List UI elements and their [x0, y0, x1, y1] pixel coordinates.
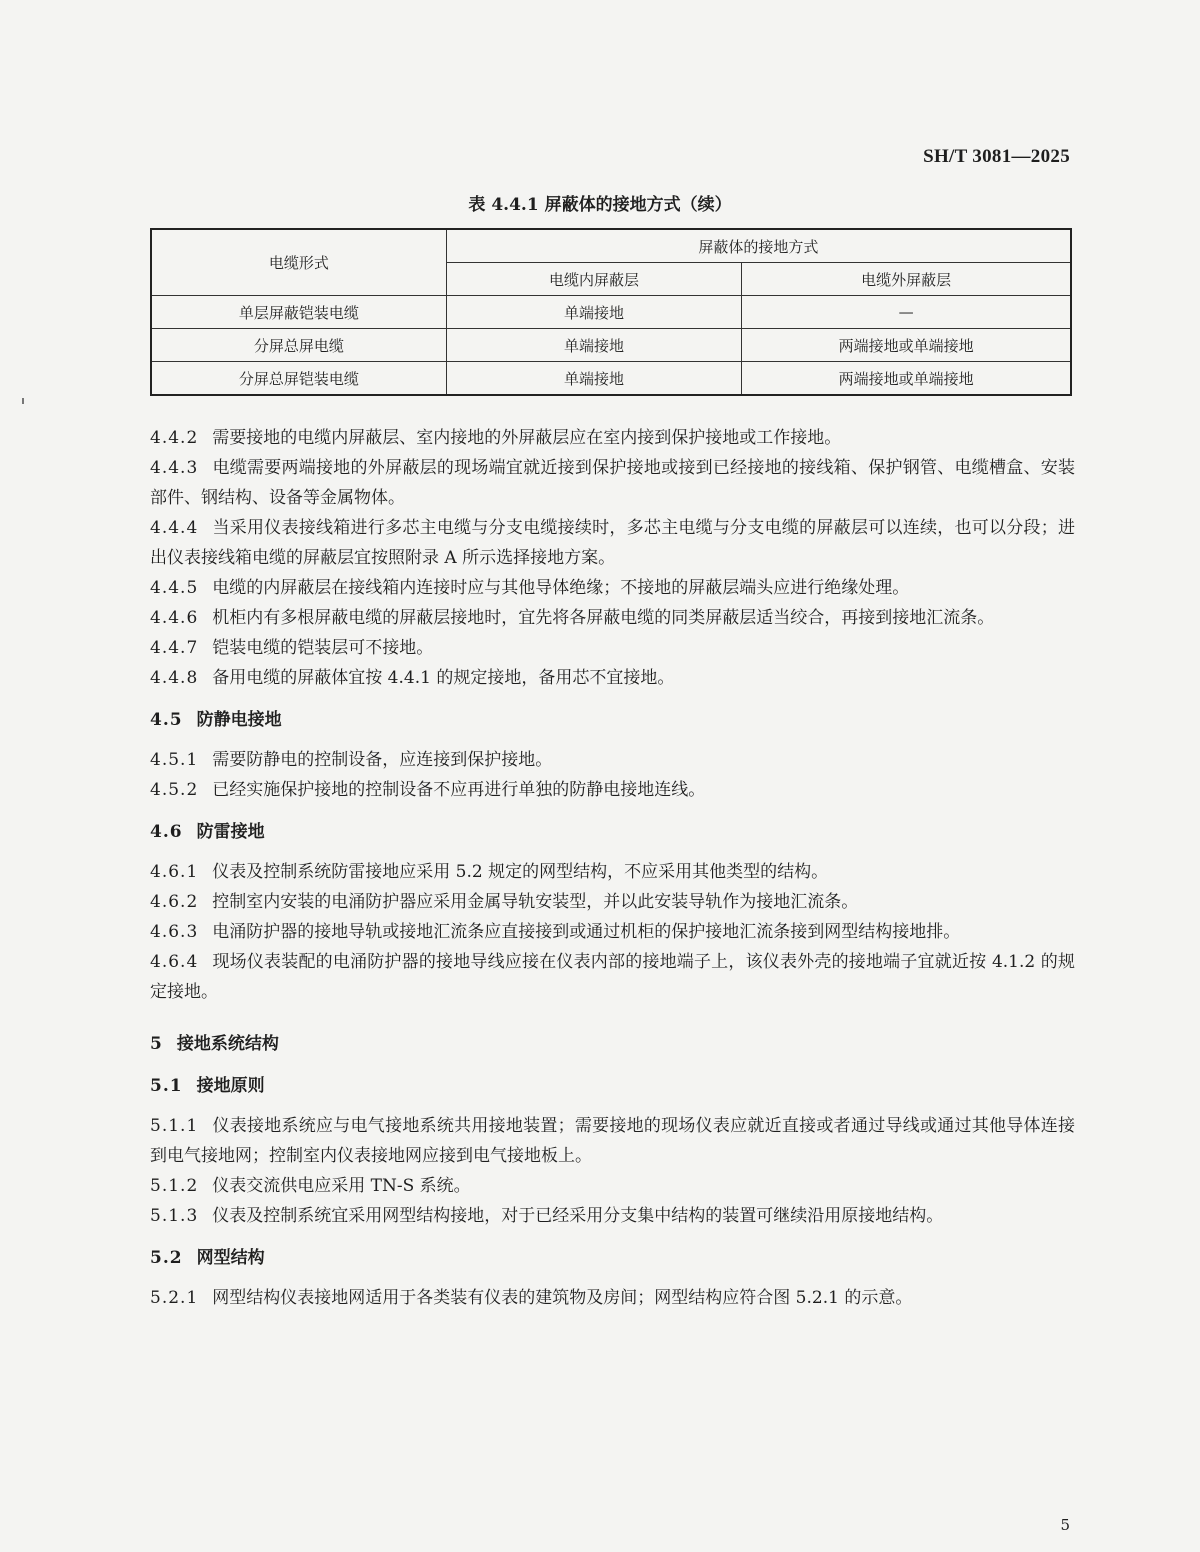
clause-number: 4.4.2: [150, 428, 199, 448]
clause-text: 网型结构仪表接地网适用于各类装有仪表的建筑物及房间；网型结构应符合图 5.2.1 的示意。: [212, 1288, 913, 1308]
clause-4-4-6: [150, 603, 1075, 633]
clause-4-6-1: [150, 857, 1075, 887]
section-title: 防雷接地: [196, 822, 265, 842]
section-title: 接地系统结构: [176, 1034, 279, 1054]
clause-4-6-3: [150, 917, 1075, 947]
cell-outer: 两端接地或单端接地: [742, 362, 1071, 396]
clause-text: 当采用仪表接线箱进行多芯主电缆与分支电缆接续时，多芯主电缆与分支电缆的屏蔽层可以连续，也可以分段；进出仪表接线箱电缆的屏蔽层宜按照附录 A 所示选择接地方案。: [150, 518, 1075, 568]
clause-4-4-4: [150, 513, 1075, 573]
scan-margin-mark: [22, 398, 24, 404]
cell-cable-type: 分屏总屏电缆: [151, 329, 446, 362]
grounding-table: [150, 228, 1072, 396]
section-number: 4.6: [150, 822, 183, 842]
header-cable-type: 电缆形式: [151, 229, 446, 296]
section-number: 5: [150, 1034, 163, 1054]
document-body: [150, 423, 1075, 1313]
clause-5-2-1: [150, 1283, 1075, 1313]
clause-number: 4.5.2: [150, 780, 199, 800]
clause-4-6-4: [150, 947, 1075, 1007]
clause-text: 仪表及控制系统防雷接地应采用 5.2 规定的网型结构，不应采用其他类型的结构。: [212, 862, 829, 882]
clause-4-5-1: [150, 745, 1075, 775]
cell-outer: —: [742, 296, 1071, 329]
clause-4-4-3: [150, 453, 1075, 513]
clause-number: 4.6.3: [150, 922, 199, 942]
chapter-heading-5: [150, 1029, 1075, 1059]
clause-text: 已经实施保护接地的控制设备不应再进行单独的防静电接地连线。: [212, 780, 706, 800]
clause-4-5-2: [150, 775, 1075, 805]
clause-text: 铠装电缆的铠装层可不接地。: [212, 638, 434, 658]
clause-4-4-7: [150, 633, 1075, 663]
clause-text: 电缆需要两端接地的外屏蔽层的现场端宜就近接到保护接地或接到已经接地的接线箱、保护钢管、电缆槽盒、安装部件、钢结构、设备等金属物体。: [150, 458, 1075, 508]
header-outer-shield: 电缆外屏蔽层: [742, 263, 1071, 296]
clause-number: 5.2.1: [150, 1288, 199, 1308]
section-title: 防静电接地: [196, 710, 282, 730]
clause-number: 4.6.4: [150, 952, 199, 972]
section-number: 5.2: [150, 1248, 183, 1268]
header-grounding-method: 屏蔽体的接地方式: [446, 229, 1071, 263]
cell-cable-type: 分屏总屏铠装电缆: [151, 362, 446, 396]
section-number: 5.1: [150, 1076, 183, 1096]
table-caption: 表 4.4.1 屏蔽体的接地方式（续）: [468, 195, 732, 215]
clause-number: 4.4.5: [150, 578, 199, 598]
clause-number: 4.4.3: [150, 458, 199, 478]
cell-inner: 单端接地: [446, 362, 741, 396]
cell-inner: 单端接地: [446, 329, 741, 362]
clause-number: 4.6.1: [150, 862, 199, 882]
clause-number: 4.5.1: [150, 750, 199, 770]
clause-text: 电涌防护器的接地导轨或接地汇流条应直接接到或通过机柜的保护接地汇流条接到网型结构接地排。: [212, 922, 961, 942]
clause-4-6-2: [150, 887, 1075, 917]
clause-number: 4.4.6: [150, 608, 199, 628]
cell-inner: 单端接地: [446, 296, 741, 329]
table-row: [151, 362, 1071, 396]
clause-text: 备用电缆的屏蔽体宜按 4.4.1 的规定接地，备用芯不宜接地。: [212, 668, 675, 688]
clause-5-1-1: [150, 1111, 1075, 1171]
section-heading-5-1: [150, 1071, 1075, 1101]
clause-4-4-8: [150, 663, 1075, 693]
clause-5-1-3: [150, 1201, 1075, 1231]
clause-text: 需要防静电的控制设备，应连接到保护接地。: [212, 750, 553, 770]
section-title: 网型结构: [196, 1248, 265, 1268]
table-row: [151, 329, 1071, 362]
table-row: [151, 296, 1071, 329]
clause-5-1-2: [150, 1171, 1075, 1201]
clause-text: 需要接地的电缆内屏蔽层、室内接地的外屏蔽层应在室内接到保护接地或工作接地。: [212, 428, 842, 448]
clause-text: 现场仪表装配的电涌防护器的接地导线应接在仪表内部的接地端子上，该仪表外壳的接地端子宜就近按 4.1.2 的规定接地。: [150, 952, 1075, 1002]
clause-number: 4.4.8: [150, 668, 199, 688]
clause-number: 4.6.2: [150, 892, 199, 912]
clause-number: 5.1.3: [150, 1206, 199, 1226]
cell-cable-type: 单层屏蔽铠装电缆: [151, 296, 446, 329]
clause-text: 仪表交流供电应采用 TN-S 系统。: [212, 1176, 471, 1196]
clause-number: 4.4.4: [150, 518, 199, 538]
page-number: 5: [1060, 1516, 1070, 1534]
document-code: SH/T 3081—2025: [923, 146, 1070, 167]
section-number: 4.5: [150, 710, 183, 730]
clause-4-4-5: [150, 573, 1075, 603]
clause-text: 仪表接地系统应与电气接地系统共用接地装置；需要接地的现场仪表应就近直接或者通过导线或通过其他导体连接到电气接地网；控制室内仪表接地网应接到电气接地板上。: [150, 1116, 1075, 1166]
cell-outer: 两端接地或单端接地: [742, 329, 1071, 362]
header-inner-shield: 电缆内屏蔽层: [446, 263, 741, 296]
section-title: 接地原则: [196, 1076, 265, 1096]
clause-number: 5.1.2: [150, 1176, 199, 1196]
section-heading-4-6: [150, 817, 1075, 847]
section-heading-5-2: [150, 1243, 1075, 1273]
clause-text: 机柜内有多根屏蔽电缆的屏蔽层接地时，宜先将各屏蔽电缆的同类屏蔽层适当绞合，再接到接地汇流条。: [212, 608, 995, 628]
clause-text: 控制室内安装的电涌防护器应采用金属导轨安装型，并以此安装导轨作为接地汇流条。: [212, 892, 859, 912]
clause-4-4-2: [150, 423, 1075, 453]
clause-number: 5.1.1: [150, 1116, 199, 1136]
clause-number: 4.4.7: [150, 638, 199, 658]
section-heading-4-5: [150, 705, 1075, 735]
clause-text: 电缆的内屏蔽层在接线箱内连接时应与其他导体绝缘；不接地的屏蔽层端头应进行绝缘处理。: [212, 578, 910, 598]
clause-text: 仪表及控制系统宜采用网型结构接地，对于已经采用分支集中结构的装置可继续沿用原接地结构。: [212, 1206, 944, 1226]
